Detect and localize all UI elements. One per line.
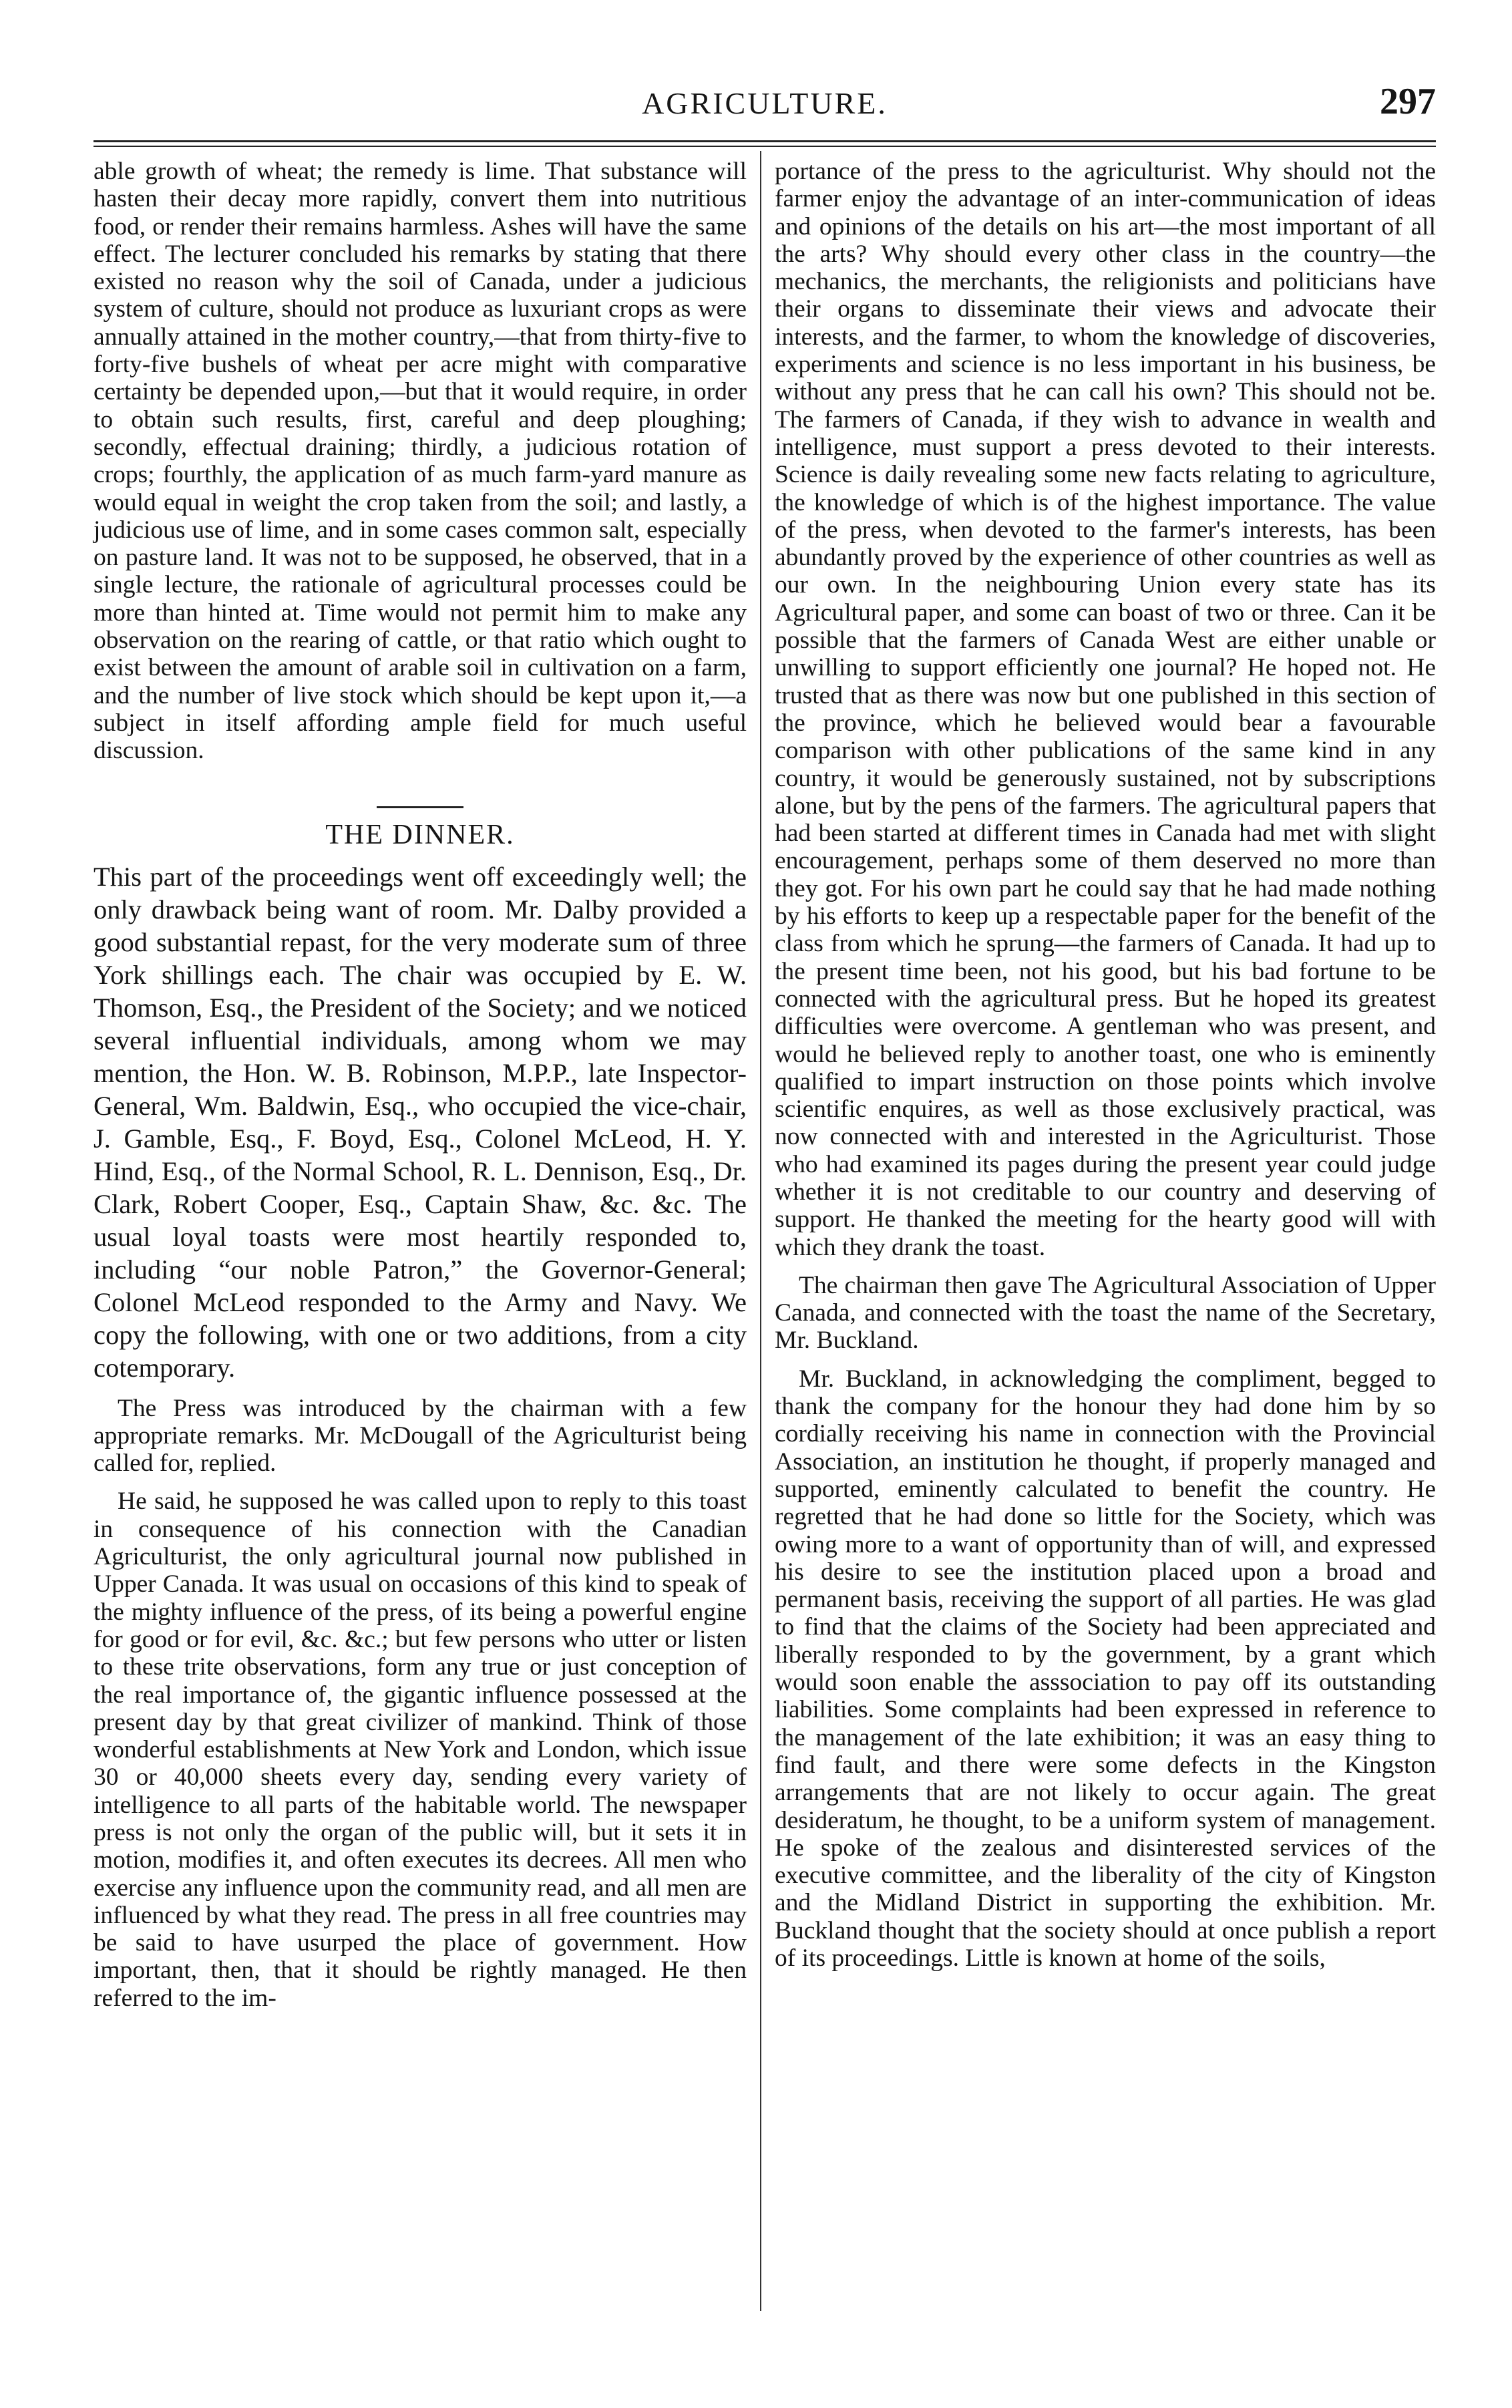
right-column — [775, 158, 1436, 1972]
column-divider — [760, 151, 761, 2311]
press-toast-paragraph: The Press was introduced by the chairman with a few appropriate remarks. Mr. McDougall of the Agriculturist being called for, replied. — [93, 1394, 747, 1478]
section-separator — [377, 806, 463, 808]
running-title: AGRICULTURE. — [642, 86, 888, 120]
section-heading-dinner: THE DINNER. — [325, 819, 515, 850]
buckland-reply-paragraph: Mr. Buckland, in acknowledging the compliment, begged to thank the company for the honour they had done him by so cordially receiving his name in connection with the Provincial Association, an institution he thought, if properly managed and supported, eminently calculated to benefit the country. He regretted that he had done so little for the Society, which was owing more to a want of opportunity than of will, and expressed his desire to see the institution placed upon a broad and permanent basis, receiving the support of all parties. He was glad to find that the claims of the Society had been appreciated and liberally responded to by the government, by a grant which would soon enable the asssociation to pay off its outstanding liabilities. Some complaints had been expressed in reference to the management of the late exhibition; it was an easy thing to find fault, and there were some defects in the Kingston arrangements that are not likely to occur again. The great desideratum, he thought, to be a uniform system of management. He spoke of the zealous and disinterested services of the executive committee, and the liberality of the city of Kingston and the Midland District in supporting the exhibition. Mr. Buckland thought that the society should at once publish a report of its proceedings. Little is known at home of the soils, — [775, 1365, 1436, 1972]
header-rule — [93, 140, 1436, 142]
left-column — [93, 158, 747, 2012]
mcdougall-reply-paragraph: He said, he supposed he was called upon to reply to this toast in consequence of his connection with the Canadian Agriculturist, the only agricultural journal now published in Upper Canada. It was usual on occasions of this kind to speak of the mighty influence of the press, of its being a powerful engine for good or for evil, &c. &c.; but few persons who utter or listen to these trite observations, form any true or just conception of the real importance of, the gigantic influence possessed at the present day by that great civilizer of mankind. Think of those wonderful establishments at New York and London, which issue 30 or 40,000 sheets every day, sending every variety of intelligence to all parts of the habitable world. The newspaper press is not only the organ of the public will, but it sets it in motion, modifies it, and often executes its decrees. All men who exercise any influence upon the community read, and all men are influenced by what they read. The press in all free countries may be said to have usurped the place of government. How important, then, that it should be rightly managed. He then referred to the im- — [93, 1488, 747, 2012]
page-number: 297 — [1380, 81, 1436, 122]
press-importance-paragraph: portance of the press to the agriculturist. Why should not the farmer enjoy the advantage of an inter-communication of ideas and opinions of the details on his art—the most important of all the arts? Why should every other class in the country—the mechanics, the merchants, the religionists and politicians have their organs to disseminate their views and advocate their interests, and the farmer, to whom the knowledge of discoveries, experiments and science is no less important in his business, be without any press that he can call his own? This should not be. The farmers of Canada, if they wish to advance in wealth and intelligence, must support a press devoted to their interests. Science is daily revealing some new facts relating to agriculture, the knowledge of which is of the highest importance. The value of the press, when devoted to the farmer's interests, has been abundantly proved by the experience of other countries as well as our own. In the neighbouring Union every state has its Agricultural paper, and some can boast of two or three. Can it be possible that the farmers of Canada West are either unable or unwilling to support efficiently one journal? He hoped not. He trusted that as there was now but one published in this section of the province, which he believed would bear a favourable comparison with other publications of the same kind in any country, it would be generously sustained, not by subscriptions alone, but by the pens of the farmers. The agricultural papers that had been started at different times in Canada had met with slight encouragement, perhaps some of them deserved no more than they got. For his own part he could say that he had made nothing by his efforts to keep up a respectable paper for the benefit of the class from which he sprung—the farmers of Canada. It had up to the present time been, not his good, but his bad fortune to be connected with the agricultural press. But he hoped its greatest difficulties were overcome. A gentleman who was present, and would he believed reply to another toast, one who is eminently qualified to impart instruction on those points which involve scientific enquires, as well as those exclusively practical, was now connected with and interested in the Agriculturist. Those who had examined its pages during the present year could judge whether it is not creditable to our country and deserving of support. He thanked the meeting for the hearty good will with which they drank the toast. — [775, 158, 1436, 1261]
dinner-paragraph: This part of the proceedings went off exceedingly well; the only drawback being want of room. Mr. Dalby provided a good substantial repast, for the very moderate sum of three York shillings each. The chair was occupied by E. W. Thomson, Esq., the President of the Society; and we noticed several influential individuals, among whom we may mention, the Hon. W. B. Robinson, M.P.P., late Inspector-General, Wm. Baldwin, Esq., who occupied the vice-chair, J. Gamble, Esq., F. Boyd, Esq., Colonel McLeod, H. Y. Hind, Esq., of the Normal School, R. L. Dennison, Esq., Dr. Clark, Robert Cooper, Esq., Captain Shaw, &c. &c. The usual loyal toasts were most heartily responded to, including “our noble Patron,” the Governor-General; Colonel McLeod responded to the Army and Navy. We copy the following, with one or two additions, from a city cotemporary. — [93, 861, 747, 1383]
lecture-conclusion-paragraph: able growth of wheat; the remedy is lime. That substance will hasten their decay more rapidly, convert them into nutritious food, or render their remains harmless. Ashes will have the same effect. The lecturer concluded his remarks by stating that there existed no reason why the soil of Canada, under a judicious system of culture, should not produce as luxuriant crops as were annually attained in the mother country,—that from thirty-five to forty-five bushels of wheat per acre might with comparative certainty be depended upon,—but that it would require, in order to obtain such results, first, careful and deep ploughing; secondly, effectual draining; thirdly, a judicious rotation of crops; fourthly, the application of as much farm-yard manure as would equal in weight the crop taken from the soil; and lastly, a judicious use of lime, and in some cases common salt, especially on pasture land. It was not to be supposed, he observed, that in a single lecture, the rationale of agricultural processes could be more than hinted at. Time would not permit him to make any observation on the rearing of cattle, or that ratio which ought to exist between the amount of arable soil in cultivation on a farm, and the number of live stock which should be kept upon it,—a subject in itself affording ample field for much useful discussion. — [93, 158, 747, 765]
header-rule-secondary — [93, 146, 1436, 147]
page-header — [93, 80, 1436, 140]
dinner-report — [93, 860, 747, 1384]
association-toast-paragraph: The chairman then gave The Agricultural Association of Upper Canada, and connected with the toast the name of the Secretary, Mr. Buckland. — [775, 1271, 1436, 1355]
